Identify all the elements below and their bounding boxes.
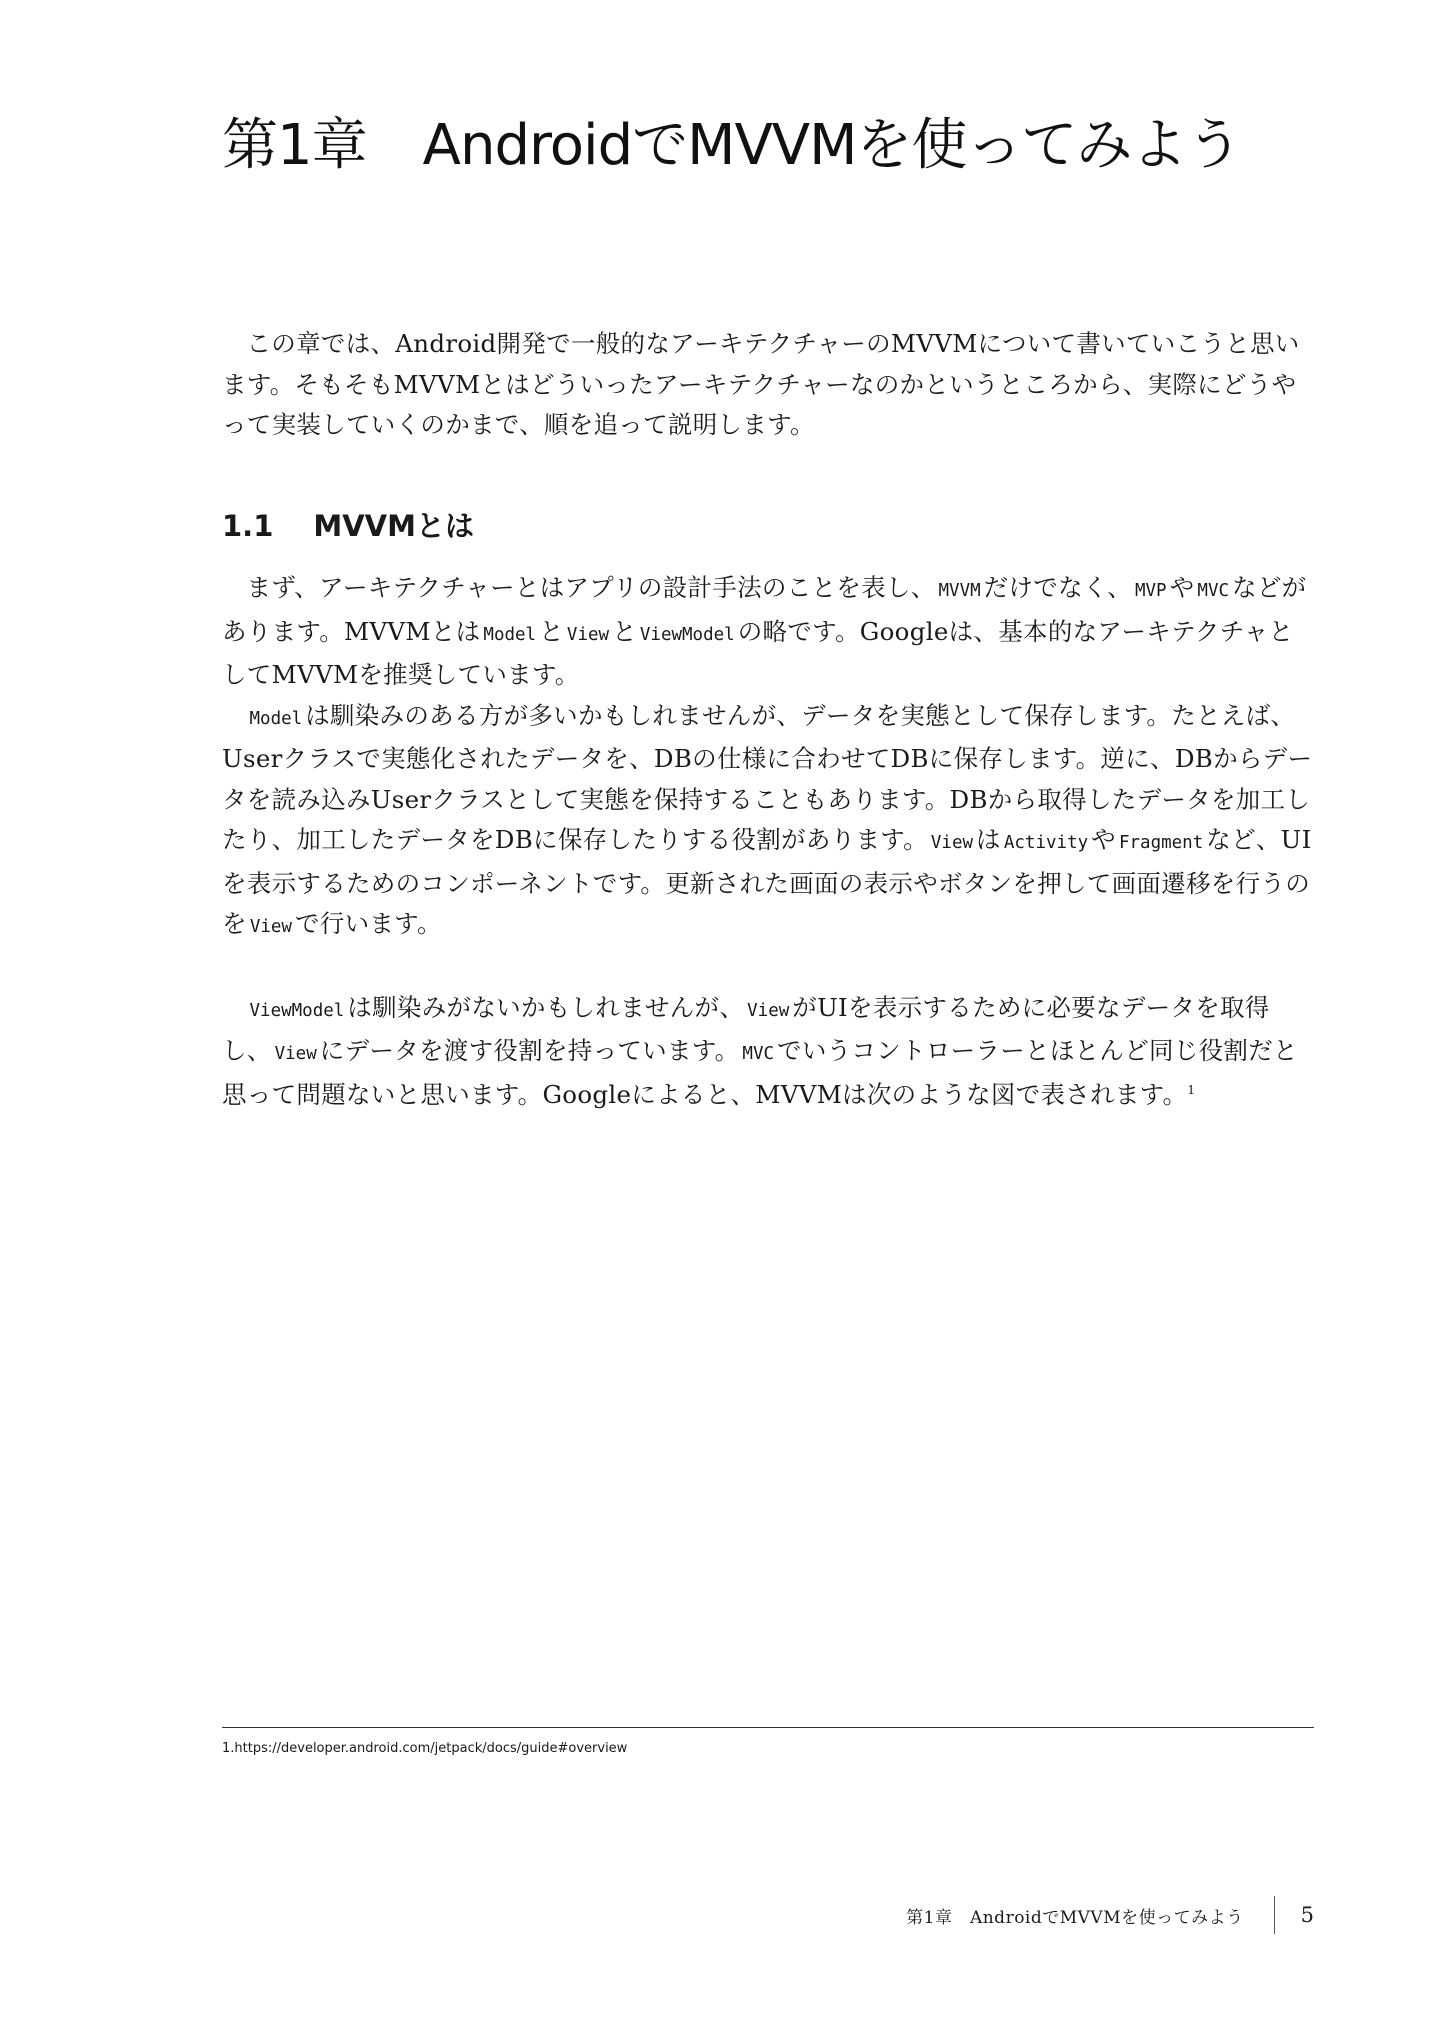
code-term: MVP (1134, 581, 1167, 601)
intro-paragraph: この章では、Android開発で一般的なアーキテクチャーのMVVMについて書いていこうと思います。そもそもMVVMとはどういったアーキテクチャーなのかというところから、実際にどうやって実装していくのかまで、順を追って説明します。 (222, 329, 1300, 439)
text-run: は (976, 825, 1001, 854)
text-run: だけでなく、 (983, 573, 1132, 602)
text-run: の略です。Googleは、基本的なアーキテクチャとしてMVVMを推奨しています。 (222, 616, 1294, 689)
code-term: View (249, 917, 292, 937)
section-title: MVVMとは (313, 509, 474, 543)
section-number: 1.1 (222, 509, 274, 543)
text-run: まず、アーキテクチャーとはアプリの設計手法のことを表し、 (246, 573, 936, 602)
paragraph-architecture (222, 568, 1314, 696)
paragraph-gap (222, 948, 1314, 988)
code-term: MVVM (938, 581, 981, 601)
text-run: で行います。 (294, 909, 442, 938)
paragraph-model-view (222, 696, 1314, 948)
chapter-number: 第1章 (222, 113, 367, 178)
footnote-url[interactable]: 1.https://developer.android.com/jetpack/docs/guide#overview (222, 1741, 628, 1756)
text-run: などがあります。MVVMとは (222, 573, 1307, 646)
text-run: は馴染みのある方が多いかもしれませんが、データを実態として保存します。たとえば、Userクラスで実態化されたデータを、DBの仕様に合わせてDBに保存します。逆に、DBからデータを読み込みUserクラスとして実態を保持することもあります。DBから取得したデータを加工したり、加工したデータをDBに保存したりする役割があります。 (222, 700, 1313, 854)
text-run: や (1091, 825, 1116, 854)
code-term: MVC (742, 1044, 775, 1064)
page-footer (906, 1898, 1314, 1932)
code-term: Model (249, 708, 303, 729)
code-term: View (274, 1044, 317, 1064)
chapter-title (222, 110, 1241, 182)
text-run: がUIを表示するために必要なデータを取得し、 (222, 992, 1270, 1065)
code-term: View (747, 1000, 790, 1021)
code-term: ViewModel (249, 1000, 345, 1021)
text-run: は馴染みがないかもしれませんが、 (347, 992, 745, 1022)
chapter-title-text: AndroidでMVVMを使ってみよう (422, 113, 1242, 178)
code-term: Model (483, 624, 537, 645)
footer-divider (1274, 1896, 1275, 1934)
page-number: 5 (1300, 1903, 1314, 1927)
text-run: でいうコントローラーとほとんど同じ役割だと思って問題ないと思います。Googleによると、MVVMは次のような図で表されます。 (222, 1036, 1298, 1109)
text-run: など、UIを表示するためのコンポーネントです。更新された画面の表示やボタンを押して画面遷移を行うのを (222, 825, 1312, 938)
code-term: Fragment (1118, 833, 1204, 853)
intro-block (222, 324, 1314, 446)
section-body (222, 568, 1314, 1115)
code-term: MVC (1197, 581, 1230, 601)
footnote-marker[interactable]: 1 (1187, 1082, 1196, 1097)
code-term: View (930, 833, 974, 853)
section-heading (222, 506, 474, 546)
running-title: 第1章 AndroidでMVVMを使ってみよう (906, 1907, 1244, 1928)
footnote-divider (222, 1727, 1314, 1728)
code-term: Activity (1003, 833, 1089, 853)
text-run: や (1169, 573, 1195, 602)
text-run: と (539, 616, 564, 646)
text-run: と (612, 616, 637, 646)
paragraph-viewmodel (222, 988, 1314, 1116)
code-term: ViewModel (639, 624, 735, 645)
code-term: View (566, 624, 610, 645)
text-run: にデータを渡す役割を持っています。 (319, 1036, 740, 1065)
